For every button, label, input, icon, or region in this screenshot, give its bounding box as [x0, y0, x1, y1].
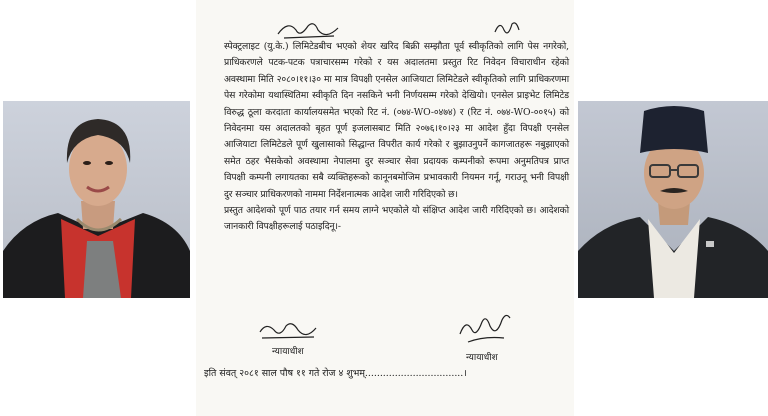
signatory-label-left: न्यायाधीश [272, 347, 304, 357]
judge-signature-right [454, 308, 514, 348]
order-paragraph-1: स्पेक्ट्रलाइट (यु.के.) लिमिटेडबीच भएको शेयर खरिद बिक्री सम्झौता पूर्व स्वीकृतिको लागि पेस नगरेको, प्राधिकरणले पटक-पटक पत्राचारसम्म गरेको र यस अदालतमा प्रस्तुत रिट निवेदन विचाराधीन रहेको अवस्थामा मिति २०८०।११।३० मा मात्र विपक्षी एनसेल आजियाटा लिमिटेडले स्वीकृतिको लागि प्राधिकरणमा पेस गरेकोमा यथास्थितिमा स्वीकृति दिन नसकिने भनी निर्णयसम्म गरेको देखियो। एनसेल प्राइभेट लिमिटेड विरुद्ध ठूला करदाता कार्यालयसमेत भएको रिट नं. (०७४-WO-०४७४) र (रिट नं. ०७४-WO-००१५) को निवेदनमा यस अदालतको बृहत पूर्ण इजलासबाट मिति २०७६।१०।२३ मा आदेश हुँदा विपक्षी एनसेल आजियाटा लिमिटेडले पूर्ण खुलासाको सिद्धान्त विपरीत कार्य गरेको र बुझाउनुपर्ने कागजातहरू नबुझाएको समेत ठहर भैसकेको अवस्थामा नेपालमा दुर सञ्चार सेवा प्रदायक कम्पनीको रूपमा अनुमतिपत्र प्राप्त विपक्षी कम्पनी लगायतका सबै व्यक्तिहरूको कानूनबमोजिम प्रभावकारी नियमन गर्नू, गराउनू भनी विपक्षी दुर सञ्चार प्राधिकरणको नाममा निर्देशनात्मक आदेश जारी गरिदिएको छ। [224, 41, 569, 200]
right-portrait-photo [578, 101, 768, 298]
signatory-label-right: न्यायाधीश [466, 353, 498, 363]
order-paragraph-2: प्रस्तुत आदेशको पूर्ण पाठ तयार गर्न समय लाग्ने भएकोले यो संक्षिप्त आदेश जारी गरिदिएको छ। आदेशको जानकारी विपक्षीहरूलाई पठाइदिनू।- [224, 205, 569, 233]
woman-portrait-image [3, 101, 190, 298]
order-date-footer: इति संवत् २०८१ साल पौष ११ गते रोज ४ शुभम्.................................। [204, 368, 467, 379]
order-body-text [224, 39, 569, 236]
left-portrait-photo [3, 101, 190, 298]
judge-signature-left [256, 318, 320, 344]
top-signature-right [492, 18, 522, 40]
court-order-document [196, 0, 574, 416]
man-portrait-image [578, 101, 768, 298]
